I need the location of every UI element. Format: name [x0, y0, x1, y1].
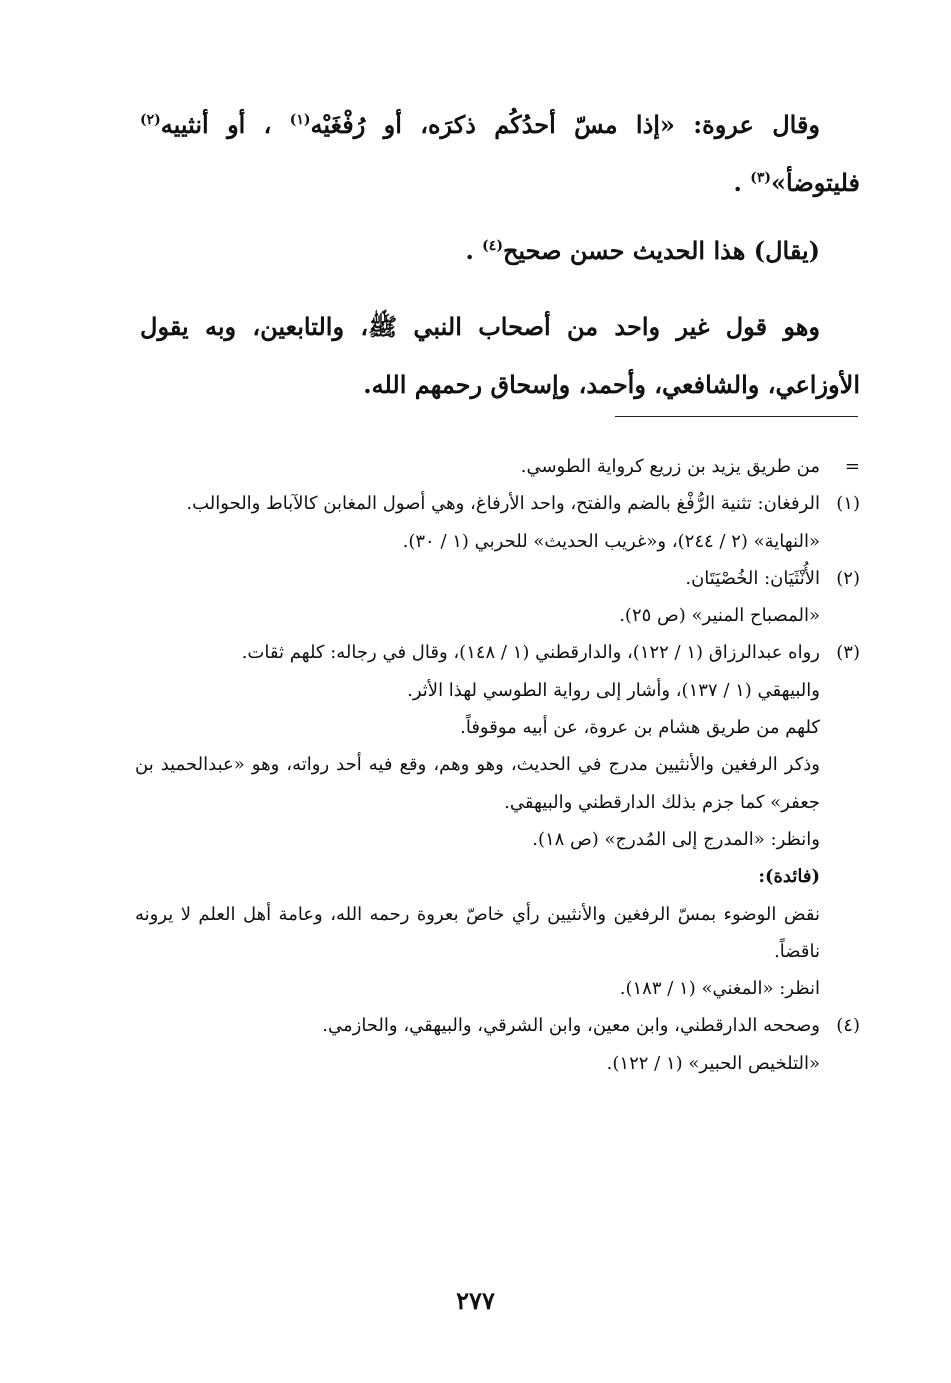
footnote-3-line-4: وذكر الرفغين والأنثيين مدرج في الحديث، وهو وهم، وقع فيه أحد رواته، وهو «عبدالحميد بن جعفر» كما جزم بذلك الدارقطني والبيهقي.	[135, 754, 820, 813]
footnote-1-text: الرفغان: تثنية الرُّفْغ بالضم والفتح، واحد الأرفاغ، وهي أصول المغابن كالآباط والحوالب.	[186, 493, 820, 515]
footnote-separator	[615, 416, 858, 417]
footnote-1-number: (١)	[836, 493, 860, 515]
footnotes-section	[135, 448, 860, 1082]
para1-text-d: .	[733, 168, 742, 197]
footnote-3-line-3: كلهم من طريق هشام بن عروة، عن أبيه موقوفاً.	[460, 717, 820, 739]
para1-text-a: وقال عروة: «إذا مسّ أحدُكُم ذكرَه، أو رُفْغَيْه	[310, 110, 821, 139]
para3-text: وهو قول غير واحد من أصحاب النبي ﷺ، والتابعين، وبه يقول الأوزاعي، والشافعي، وأحمد، وإسحاق رحمهم الله.	[140, 312, 860, 399]
main-paragraph-1	[140, 96, 860, 212]
benefit-label: (فائدة):	[758, 866, 820, 888]
main-paragraph-3	[140, 298, 860, 414]
footnote-ref-1: (١)	[289, 112, 311, 128]
para2-text-b: .	[465, 236, 474, 265]
page-number: ٢٧٧	[456, 1286, 495, 1315]
para1-text-c: فليتوضأ»	[771, 168, 860, 197]
footnote-3-number: (٣)	[836, 642, 860, 664]
para1-text-b: ، أو أنثييه	[160, 110, 272, 139]
footnote-3-text: رواه عبدالرزاق (١ / ١٢٢)، والدارقطني (١ / ١٤٨)، وقال في رجاله: كلهم ثقات.	[241, 642, 820, 664]
footnote-2-number: (٢)	[836, 567, 860, 589]
footnote-3-line-5: وانظر: «المدرج إلى المُدرج» (ص ١٨).	[532, 828, 820, 850]
benefit-text: نقض الوضوء بمسّ الرفغين والأنثيين رأي خاصّ بعروة رحمه الله، وعامة أهل العلم لا يرونه ناقضاً.	[135, 903, 820, 962]
footnote-ref-4: (٤)	[482, 238, 503, 254]
footnote-1	[135, 485, 860, 522]
footnote-4-source: «التلخيص الحبير» (١ / ١٢٢).	[606, 1052, 820, 1074]
footnote-2-text: الأُنْثَيَان: الخُصْيَتَان.	[685, 567, 820, 589]
benefit-reference: انظر: «المغني» (١ / ١٨٣).	[619, 978, 820, 1000]
footnote-ref-3: (٣)	[750, 170, 771, 186]
footnote-continuation	[135, 448, 860, 485]
continuation-text: من طريق يزيد بن زريع كرواية الطوسي.	[520, 456, 820, 477]
para2-text-a: (يقال) هذا الحديث حسن صحيح	[502, 236, 820, 265]
footnote-ref-2: (٢)	[140, 112, 161, 128]
main-paragraph-2	[140, 222, 860, 280]
footnote-3-line-2: والبيهقي (١ / ١٣٧)، وأشار إلى رواية الطوسي لهذا الأثر.	[407, 679, 820, 701]
continuation-mark: =	[844, 456, 860, 477]
footnote-3	[135, 634, 860, 671]
footnote-4	[135, 1007, 860, 1044]
footnote-4-number: (٤)	[836, 1015, 860, 1037]
footnote-4-text: وصححه الدارقطني، وابن معين، وابن الشرقي، والبيهقي، والحازمي.	[322, 1015, 820, 1037]
footnote-2	[135, 560, 860, 597]
footnote-1-source: «النهاية» (٢ / ٢٤٤)، و«غريب الحديث» للحربي (١ / ٣٠).	[402, 530, 820, 552]
footnote-2-source: «المصباح المنير» (ص ٢٥).	[619, 605, 820, 627]
